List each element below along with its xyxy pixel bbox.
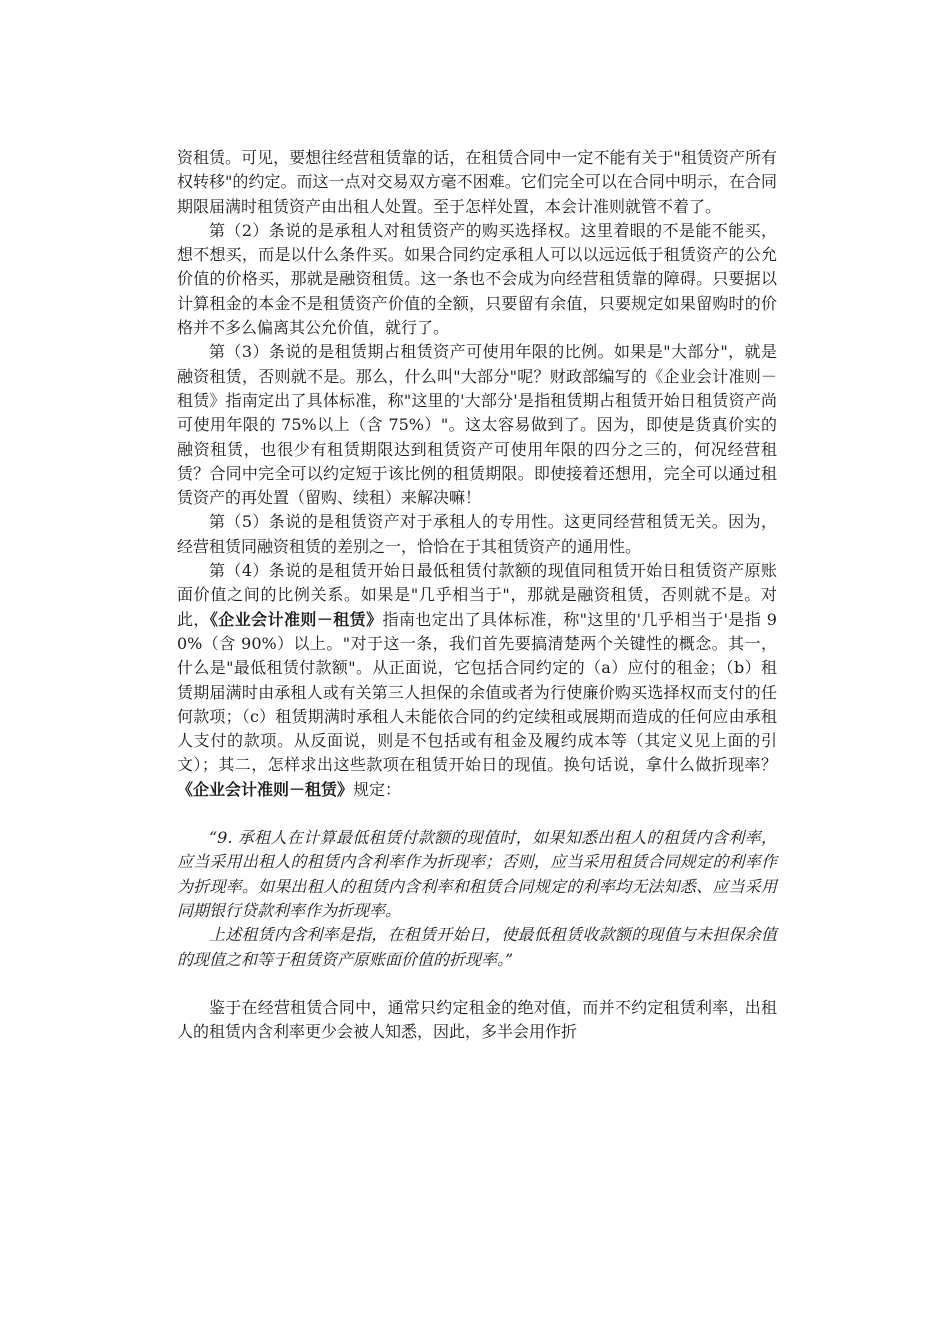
- paragraph-5-part-1: 第（4）条说的是租赁开始日最低租赁付款额的现值同租赁开始日租赁资产原账面价值之间的比例关系。如果是"几乎相当于"，那就是融资租赁，否则就不是。对此，: [177, 561, 777, 629]
- paragraph-1: 资租赁。可见，要想往经营租赁靠的话，在租赁合同中一定不能有关于"租赁资产所有权转移"的约定。而这一点对交易双方毫不困难。它们完全可以在合同中明示，在合同期限届满时租赁资产由出租人处置。至于怎样处置，本会计准则就管不着了。: [177, 148, 777, 216]
- quotation-paragraph-2: 上述租赁内含利率是指，在租赁开始日，使最低租赁收款额的现值与未担保余值的现值之和等于租赁资产原账面价值的折现率。”: [177, 925, 777, 969]
- paragraph-4: 第（5）条说的是租赁资产对于承租人的专用性。这更同经营租赁无关。因为，经营租赁同融资租赁的差别之一，恰恰在于其租赁资产的通用性。: [177, 512, 777, 556]
- paragraph-2: 第（2）条说的是承租人对租赁资产的购买选择权。这里着眼的不是能不能买，想不想买，而是以什么条件买。如果合同约定承租人可以以远远低于租赁资产的公允价值的价格买，那就是融资租赁。这一条也不会成为向经营租赁靠的障碍。只要据以计算租金的本金不是租赁资产价值的全额，只要留有余值，只要规定如果留购时的价格并不多么偏离其公允价值，就行了。: [177, 220, 777, 338]
- quotation-block: [177, 826, 777, 972]
- document-body: [177, 146, 777, 1044]
- paragraph-3: 第（3）条说的是租赁期占租赁资产可使用年限的比例。如果是"大部分"，就是融资租赁，否则就不是。那么，什么叫"大部分"呢？财政部编写的《企业会计准则－租赁》指南定出了具体标准，称"这里的'大部分'是指租赁期占租赁开始日租赁资产尚可使用年限的 75%以上（含 75%）"。这太容易做到了。因为，即使是货真价实的融资租赁，也很少有租赁期限达到租赁资产可使用年限的四分之三的，何况经营租赁？合同中完全可以约定短于该比例的租赁期限。即使接着还想用，完全可以通过租赁资产的再处置（留购、续租）来解决嘛！: [177, 342, 777, 508]
- paragraph-5-part-3: 规定：: [353, 779, 402, 799]
- paragraph-5-part-2: 指南也定出了具体标准，称"这里的'几乎相当于'是指 90%（含 90%）以上。"对于这一条，我们首先要搞清楚两个关键性的概念。其一，什么是"最低租赁付款额"。从正面说，它包括合同约定的（a）应付的租金；（b）租赁期届满时由承租人或有关第三人担保的余值或者为行使廉价购买选择权而支付的任何款项；（c）租赁期满时承租人未能依合同的约定续租或展期而造成的任何应由承租人支付的款项。从反面说，则是不包括或有租金及履约成本等（其定义见上面的引文）；其二，怎样求出这些款项在租赁开始日的现值。换句话说，拿什么做折现率？: [177, 609, 777, 775]
- standard-title-bold-2: 《企业会计准则－租赁》: [177, 779, 354, 799]
- quotation-paragraph-1: “9. 承租人在计算最低租赁付款额的现值时，如果知悉出租人的租赁内含利率，应当采用出租人的租赁内含利率作为折现率；否则，应当采用租赁合同规定的利率作为折现率。如果出租人的租赁内含利率和租赁合同规定的利率均无法知悉、应当采用同期银行贷款利率作为折现率。: [177, 828, 777, 920]
- closing-paragraph: 鉴于在经营租赁合同中，通常只约定租金的绝对值，而并不约定租赁利率，出租人的租赁内含利率更少会被人知悉，因此，多半会用作折: [177, 997, 777, 1042]
- standard-title-bold-1: 《企业会计准则－租赁》: [209, 609, 383, 629]
- paragraph-5: [177, 559, 777, 802]
